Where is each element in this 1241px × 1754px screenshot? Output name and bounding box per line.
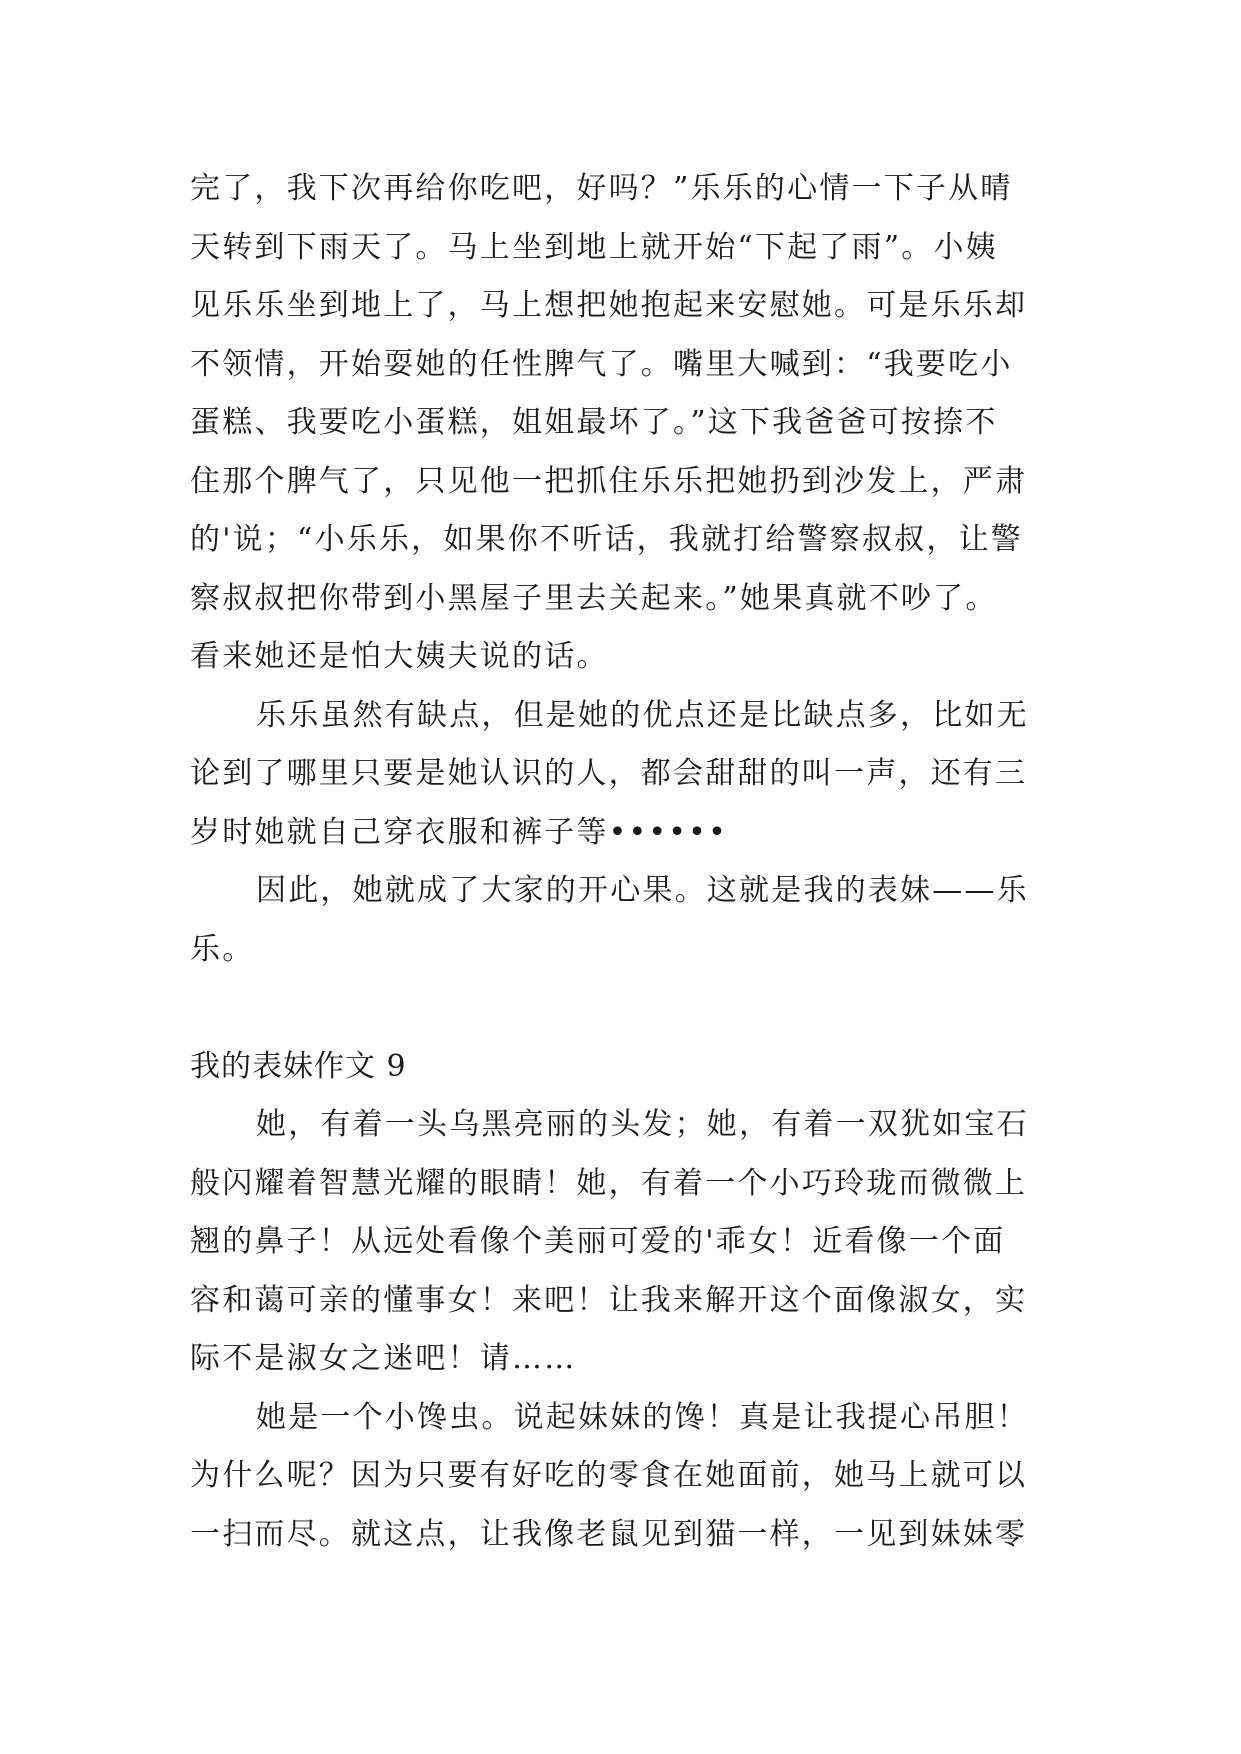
document-page <box>190 160 1060 1564</box>
paragraph-start-line: 她，有着一头乌黑亮丽的头发；她，有着一双犹如宝石 <box>256 1107 1029 1142</box>
text-line: 际不是淑女之迷吧！请…… <box>190 1341 577 1376</box>
section-heading: 我的表妹作文 9 <box>190 1048 407 1084</box>
paragraph-start-line: 她是一个小馋虫。说起妹妹的馋！真是让我提心吊胆！ <box>256 1399 1029 1435</box>
blank-line <box>190 979 1060 1038</box>
text-line: 一扫而尽。就这点，让我像老鼠见到猫一样，一见到妹妹零 <box>190 1516 1028 1552</box>
text-line: 看来她还是怕大姨夫说的话。 <box>190 639 609 674</box>
paragraph-start-line: 因此，她就成了大家的开心果。这就是我的表妹——乐 <box>256 873 1029 908</box>
text-line: 完了，我下次再给你吃吧，好吗？”乐乐的心情一下子从晴 <box>190 171 1013 206</box>
text-line: 论到了哪里只要是她认识的人，都会甜甜的叫一声，还有三 <box>190 756 1028 791</box>
text-line: 乐。 <box>190 931 255 967</box>
text-line: 住那个脾气了，只见他一把抓住乐乐把她扔到沙发上，严肃 <box>190 463 1028 499</box>
text-line: 般闪耀着智慧光耀的眼睛！她，有着一个小巧玲珑而微微上 <box>190 1165 1028 1201</box>
text-line: 容和蔼可亲的懂事女！来吧！让我来解开这个面像淑女，实 <box>190 1282 1028 1318</box>
text-line: 天转到下雨天了。马上坐到地上就开始“下起了雨”。小姨 <box>190 229 998 265</box>
text-line: 翘的鼻子！从远处看像个美丽可爱的'乖女！近看像一个面 <box>190 1224 1006 1259</box>
text-line: 察叔叔把你带到小黑屋子里去关起来。”她果真就不吵了。 <box>190 580 998 616</box>
text-line: 不领情，开始耍她的任性脾气了。嘴里大喊到：“我要吃小 <box>190 346 1013 382</box>
text-line: 见乐乐坐到地上了，马上想把她抱起来安慰她。可是乐乐却 <box>190 288 1028 323</box>
text-line: 蛋糕、我要吃小蛋糕，姐姐最坏了。”这下我爸爸可按捺不 <box>190 405 998 440</box>
paragraph-start-line: 乐乐虽然有缺点，但是她的优点还是比缺点多，比如无 <box>256 697 1029 733</box>
text-line: 为什么呢？因为只要有好吃的零食在她面前，她马上就可以 <box>190 1458 1028 1493</box>
text-line: 岁时她就自己穿衣服和裤子等•••••• <box>190 814 728 850</box>
text-line: 的'说；“小乐乐，如果你不听话，我就打给警察叔叔，让警 <box>190 522 1023 557</box>
